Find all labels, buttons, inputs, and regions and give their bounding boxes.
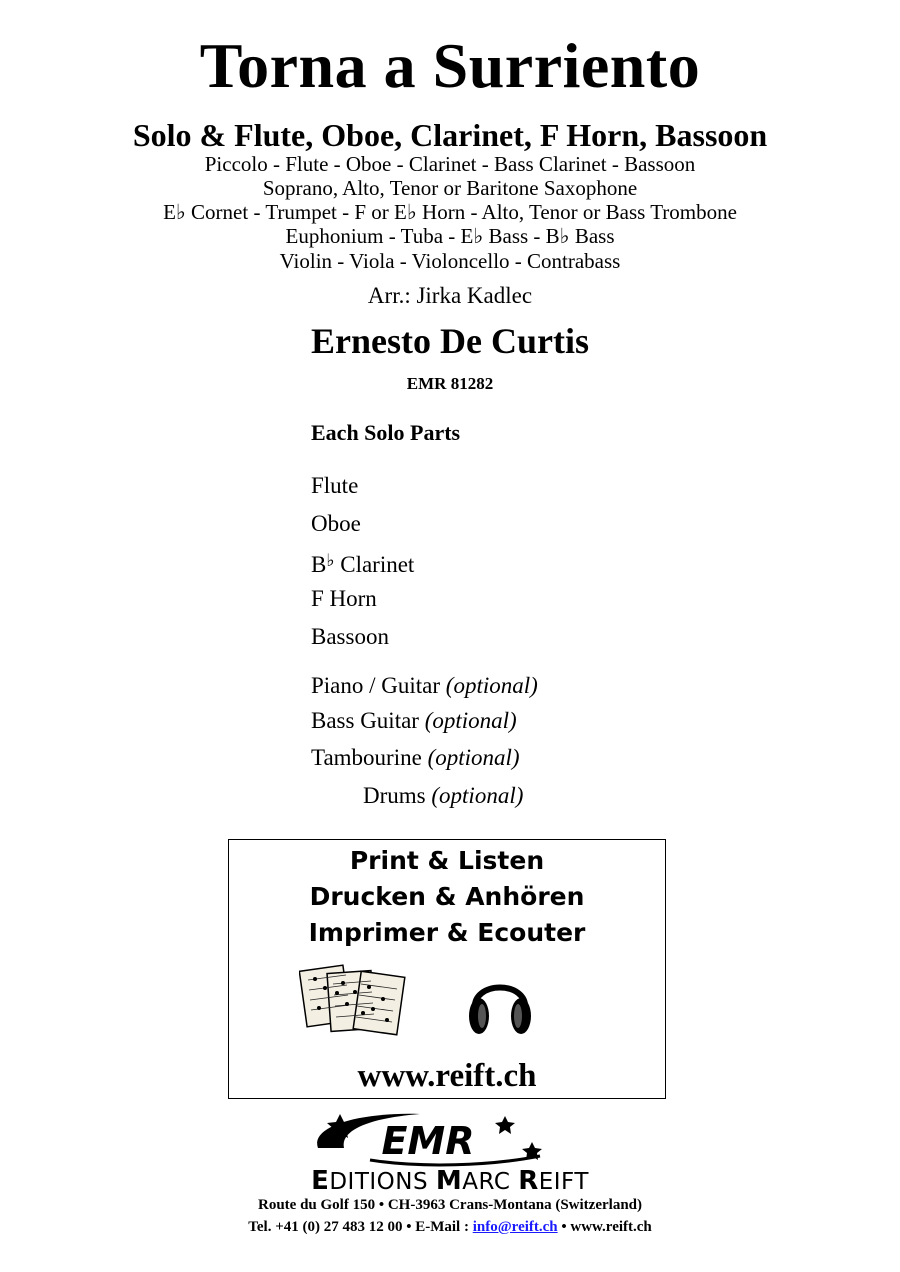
publisher-name: EDITIONS MARC REIFT — [311, 1166, 589, 1196]
part-item-horn: F Horn — [311, 586, 377, 611]
email-link[interactable]: info@reift.ch — [472, 1219, 558, 1235]
instrumentation-line: Violin - Viola - Violoncello - Contrabass — [279, 249, 621, 273]
optional-part-piano-guitar — [311, 673, 538, 699]
clarinet-label: Clarinet — [334, 552, 415, 578]
contact-phone: Tel. +41 (0) 27 483 12 00 • E-Mail : — [248, 1219, 473, 1235]
promo-website[interactable]: www.reift.ch — [357, 1058, 537, 1094]
svg-text:EMR: EMR — [381, 1119, 475, 1163]
optional-part-drums — [363, 783, 523, 809]
page-title: Torna a Surriento — [199, 30, 701, 101]
publisher-contact — [0, 1218, 900, 1237]
optional-part-name: Piano / Guitar — [311, 673, 446, 698]
catalog-number: EMR 81282 — [406, 374, 494, 393]
promo-line-imprimer: Imprimer & Ecouter — [308, 918, 586, 947]
optional-note: (optional) — [424, 708, 517, 733]
optional-part-name: Drums — [363, 783, 432, 808]
optional-note: (optional) — [431, 783, 524, 808]
composer: Ernesto De Curtis — [311, 321, 589, 361]
subtitle: Solo & Flute, Oboe, Clarinet, F Horn, Bassoon — [132, 117, 768, 153]
part-item-flute: Flute — [311, 473, 359, 498]
parts-heading: Each Solo Parts — [311, 420, 461, 445]
part-item-oboe: Oboe — [311, 511, 361, 536]
publisher-address: Route du Golf 150 • CH-3963 Crans-Montana (Switzerland) — [258, 1197, 642, 1213]
headphones-icon — [465, 962, 535, 1040]
optional-note: (optional) — [445, 673, 538, 698]
instrumentation-line: Piccolo - Flute - Oboe - Clarinet - Bass Clarinet - Bassoon — [204, 152, 696, 176]
instrumentation-line: Soprano, Alto, Tenor or Baritone Saxophone — [262, 176, 638, 200]
arranger: Arr.: Jirka Kadlec — [367, 283, 533, 308]
instrumentation-line: Euphonium - Tuba - E♭ Bass - B♭ Bass — [285, 224, 615, 248]
print-listen-box — [228, 839, 666, 1099]
optional-part-name: Bass Guitar — [311, 708, 425, 733]
instrumentation-line: E♭ Cornet - Trumpet - F or E♭ Horn - Alto, Tenor or Bass Trombone — [163, 200, 737, 224]
sheet-music-icon — [299, 962, 409, 1040]
optional-part-bass-guitar — [311, 708, 517, 734]
optional-part-tambourine — [311, 745, 520, 771]
flat-sign: ♭ — [326, 551, 335, 570]
contact-web: • www.reift.ch — [557, 1219, 652, 1235]
part-item-bassoon: Bassoon — [311, 624, 389, 649]
clarinet-key: B — [311, 552, 327, 578]
optional-note: (optional) — [427, 745, 520, 770]
part-item-clarinet — [311, 548, 414, 578]
optional-part-name: Tambourine — [311, 745, 428, 770]
promo-line-print-listen: Print & Listen — [349, 846, 545, 875]
promo-line-drucken: Drucken & Anhören — [309, 882, 585, 911]
emr-logo — [300, 1108, 560, 1170]
